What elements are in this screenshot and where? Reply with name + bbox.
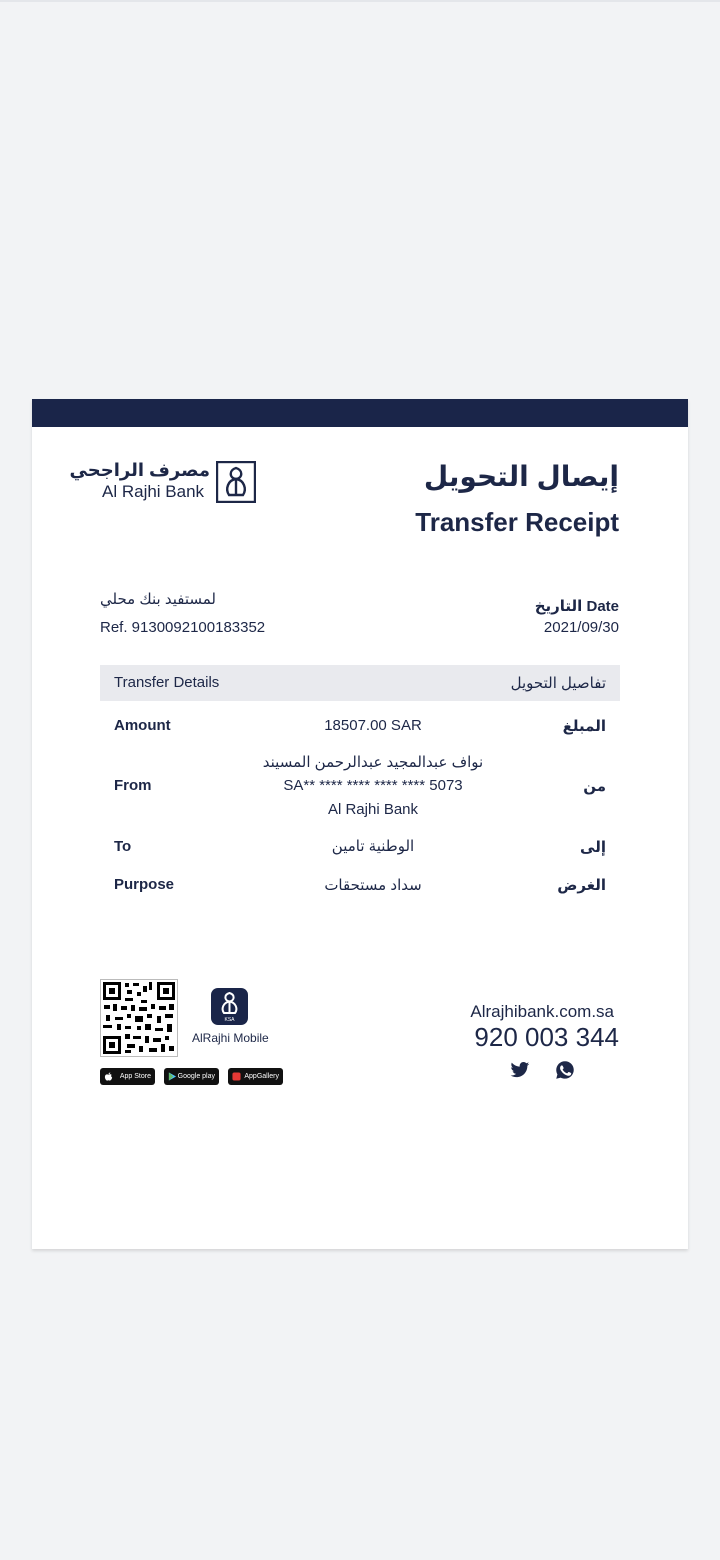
- purpose-label-arabic: الغرض: [557, 877, 606, 894]
- app-gallery-label: AppGallery: [244, 1073, 279, 1080]
- bank-phone-number[interactable]: 920 003 344: [474, 1022, 619, 1052]
- app-name: AlRajhi Mobile: [192, 1031, 269, 1045]
- from-label-english: From: [114, 777, 152, 794]
- google-play-label: Google play: [177, 1073, 215, 1080]
- date-value: 2021/09/30: [543, 619, 619, 636]
- details-header-arabic: تفاصيل التحويل: [510, 675, 606, 692]
- qr-code-icon: [101, 980, 177, 1056]
- from-bank-name: Al Rajhi Bank: [327, 801, 419, 818]
- amount-value: 18507.00 SAR: [324, 717, 422, 734]
- from-sender-name: نواف عبدالمجيد عبدالرحمن المسيند: [262, 754, 484, 771]
- app-gallery-badge[interactable]: [228, 1068, 283, 1085]
- from-account-number: SA** **** **** **** **** 5073: [283, 777, 463, 794]
- bank-logo-icon: [216, 461, 256, 503]
- google-play-icon: [168, 1072, 177, 1081]
- alrajhi-mobile-app-icon[interactable]: [211, 988, 248, 1025]
- google-play-badge[interactable]: [164, 1068, 219, 1085]
- twitter-icon[interactable]: [510, 1060, 530, 1080]
- beneficiary-type: لمستفيد بنك محلي: [100, 591, 217, 608]
- qr-code: [100, 979, 178, 1057]
- app-badge-text: KSA: [224, 1017, 235, 1023]
- bank-name-english: Al Rajhi Bank: [102, 482, 205, 501]
- app-logo-icon: [211, 988, 248, 1025]
- bank-website[interactable]: Alrajhibank.com.sa: [470, 1002, 614, 1021]
- top-divider: [0, 0, 720, 2]
- to-label-english: To: [114, 838, 132, 855]
- from-label-arabic: من: [583, 778, 606, 795]
- reference-number: Ref. 9130092100183352: [100, 619, 266, 636]
- receipt-top-bar: [32, 399, 688, 427]
- app-store-badge[interactable]: [100, 1068, 155, 1085]
- details-header-english: Transfer Details: [114, 674, 220, 691]
- bank-name-arabic: مصرف الراجحي: [69, 460, 210, 480]
- amount-label-english: Amount: [114, 717, 171, 734]
- app-gallery-icon: [232, 1072, 241, 1081]
- date-label: التاريخ Date: [534, 598, 619, 615]
- bank-logo: [69, 460, 256, 504]
- receipt-title-arabic: إيصال التحويل: [423, 461, 619, 492]
- transfer-details-header: [100, 665, 620, 701]
- purpose-value: سداد مستحقات: [324, 877, 422, 894]
- whatsapp-icon[interactable]: [555, 1060, 575, 1080]
- to-recipient: الوطنية تامين: [331, 838, 415, 855]
- app-store-label: App Store: [119, 1073, 151, 1080]
- purpose-label-english: Purpose: [114, 876, 175, 893]
- to-label-arabic: إلى: [580, 839, 606, 856]
- amount-label-arabic: المبلغ: [562, 718, 606, 735]
- apple-icon: [104, 1072, 113, 1081]
- receipt-title-english: Transfer Receipt: [415, 507, 619, 537]
- transfer-receipt: [32, 399, 688, 1249]
